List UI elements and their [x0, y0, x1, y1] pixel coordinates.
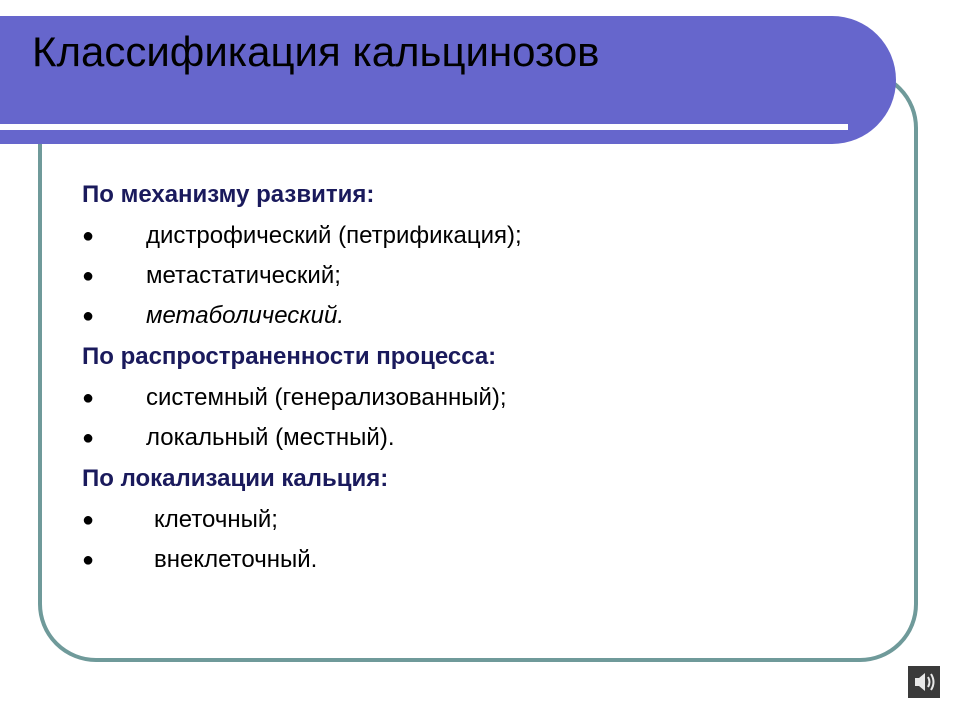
list-item — [82, 540, 882, 580]
bullet-icon: ● — [82, 387, 95, 409]
list-item-text: дистрофический (петрификация); — [146, 222, 522, 249]
bullet-icon: ● — [82, 305, 95, 327]
list-item — [82, 500, 882, 540]
section-heading-localization: По локализации кальция: — [82, 465, 389, 492]
list-item-text: внеклеточный. — [154, 546, 318, 573]
list-item — [82, 296, 882, 336]
list-item-text: локальный (местный). — [146, 424, 395, 451]
list-item — [82, 378, 882, 418]
list-item-text: системный (генерализованный); — [146, 384, 507, 411]
bullet-icon: ● — [82, 549, 95, 571]
bullet-icon: ● — [82, 427, 95, 449]
bullet-icon: ● — [82, 509, 95, 531]
section-heading-mechanism: По механизму развития: — [82, 181, 375, 208]
slide-title: Классификация кальцинозов — [32, 28, 600, 75]
bullet-icon: ● — [82, 265, 95, 287]
list-item — [82, 216, 882, 256]
list-item-text: метастатический; — [146, 262, 341, 289]
sound-icon[interactable] — [908, 666, 940, 698]
list-item — [82, 418, 882, 458]
list-item-text: клеточный; — [154, 506, 278, 533]
slide-content — [82, 174, 882, 580]
list-item-text: метаболический. — [146, 302, 344, 329]
section-heading-prevalence: По распространенности процесса: — [82, 343, 497, 370]
bullet-icon: ● — [82, 225, 95, 247]
list-item — [82, 256, 882, 296]
title-divider — [0, 124, 848, 130]
